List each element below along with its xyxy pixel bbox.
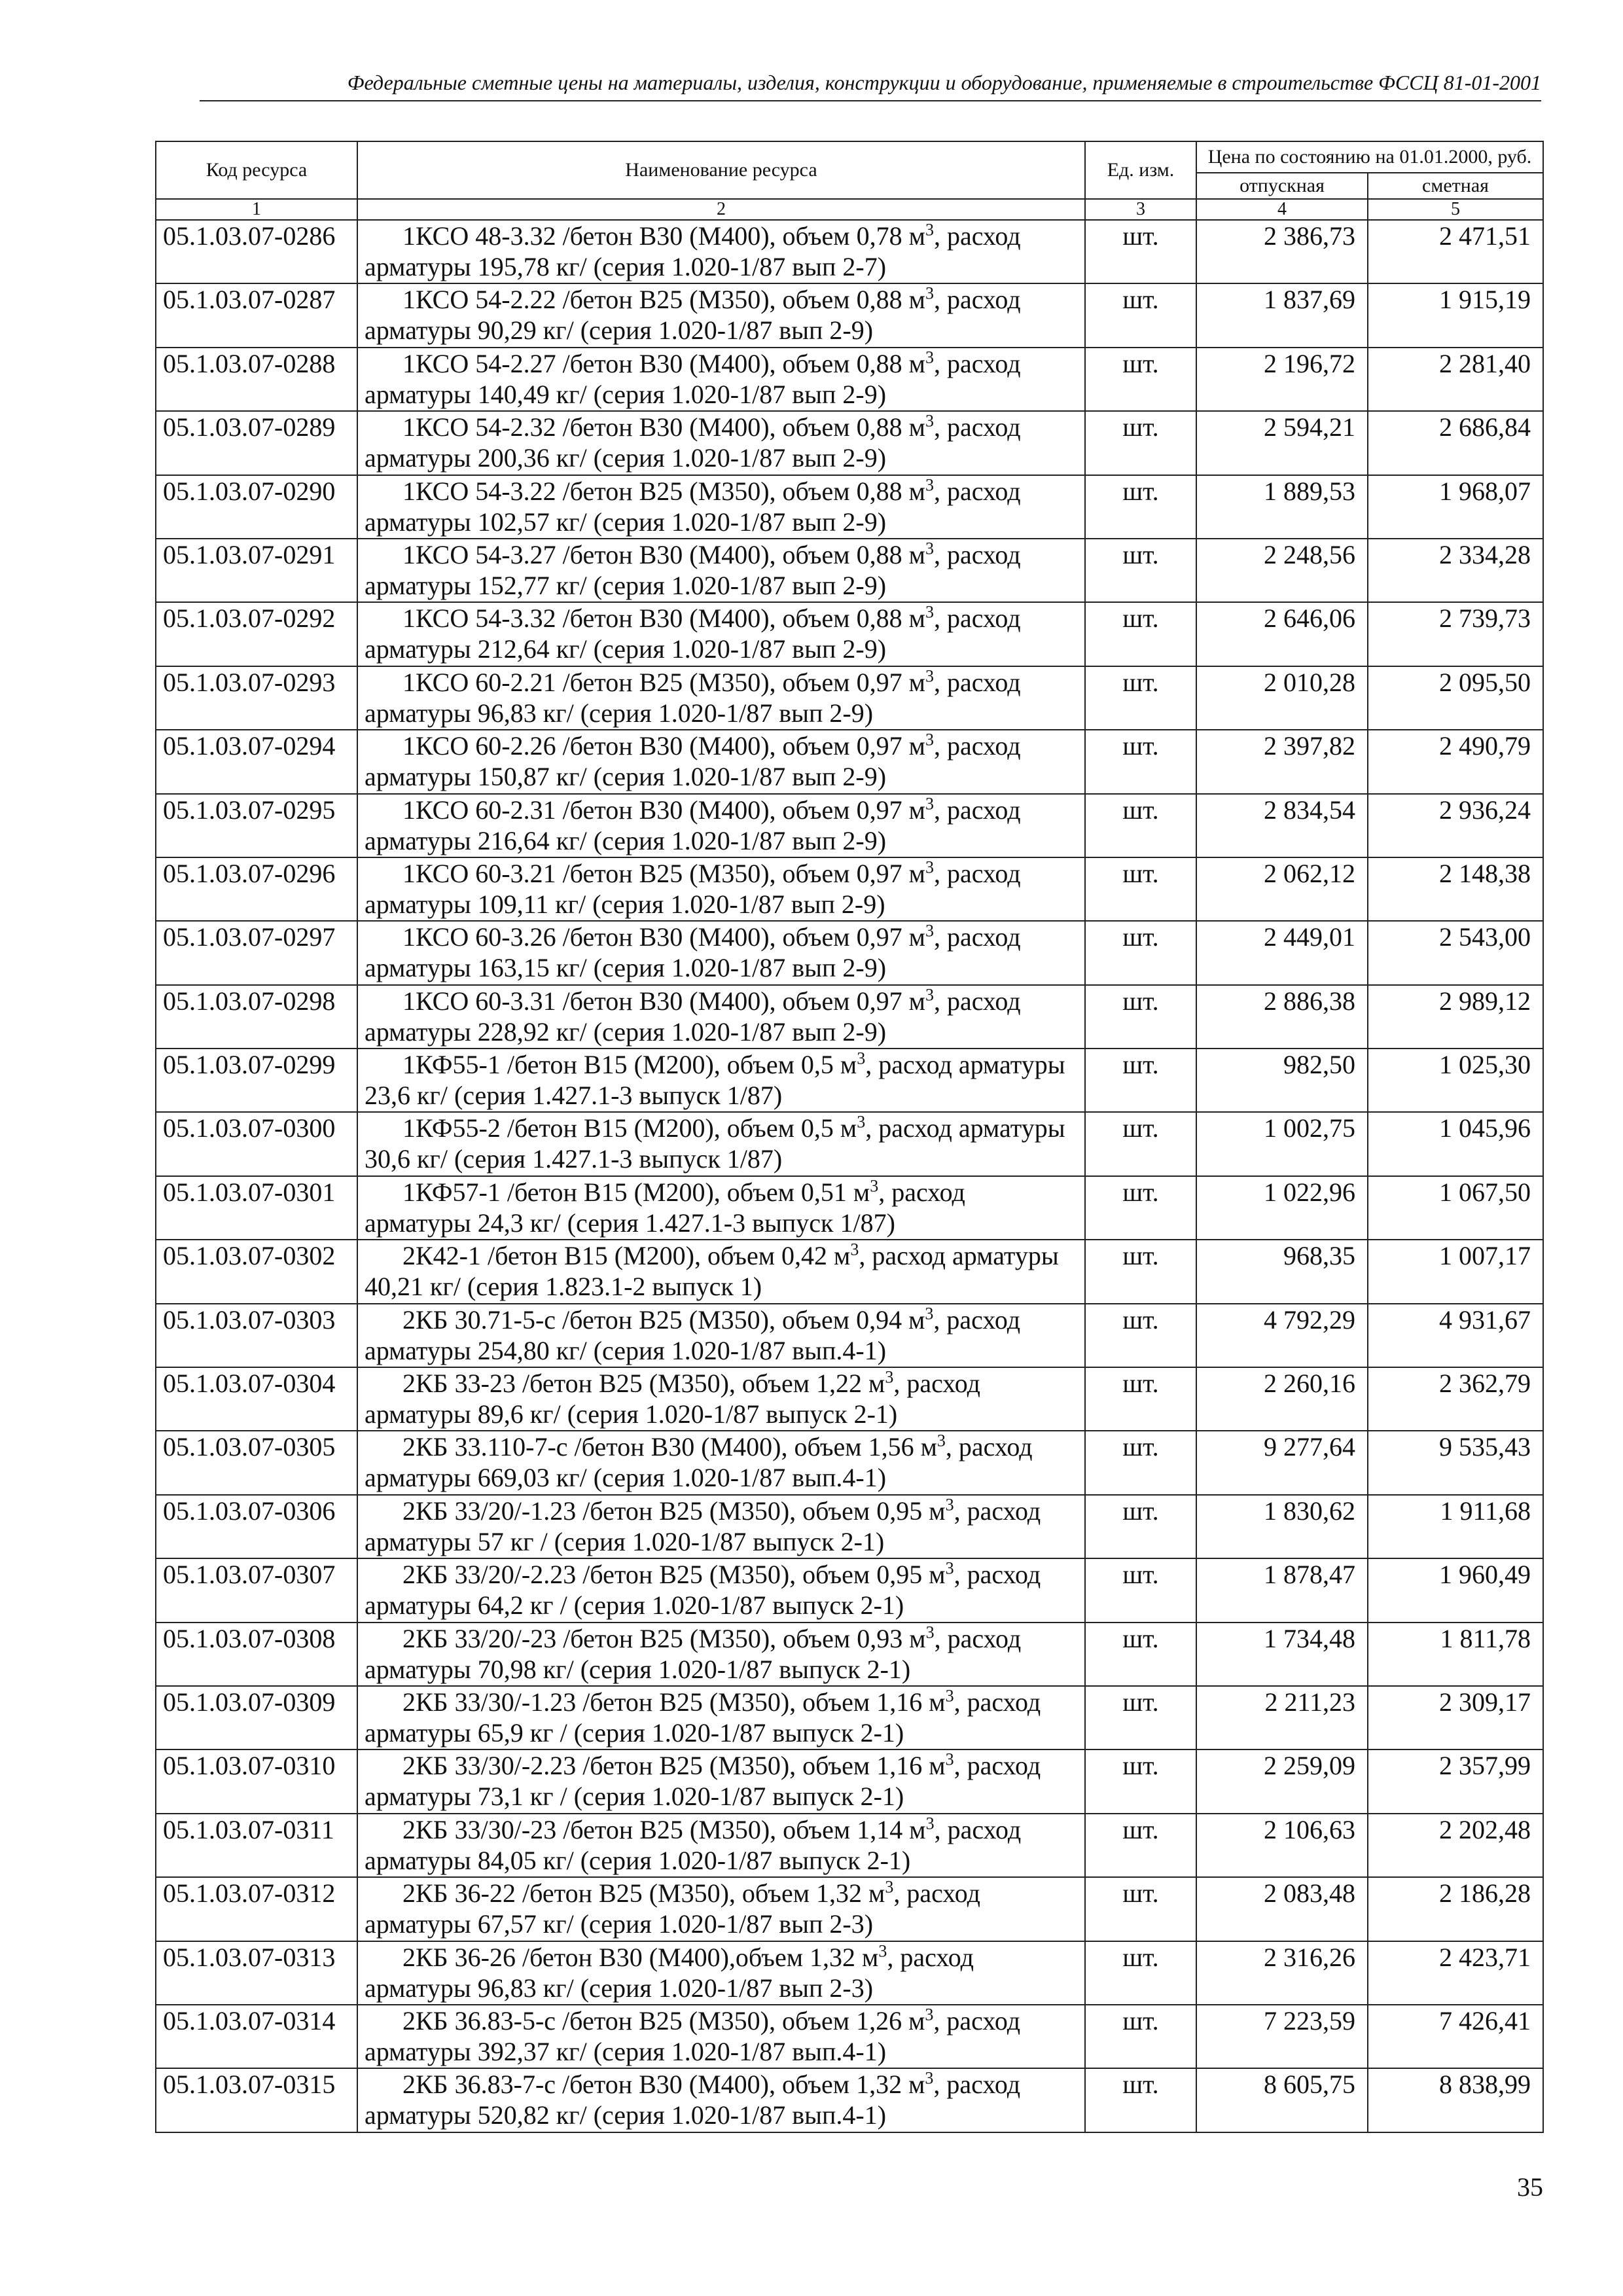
wholesale-price: 2 397,82 xyxy=(1196,730,1368,793)
wholesale-price: 4 792,29 xyxy=(1196,1304,1368,1367)
resource-name-rest: , расход арматуры 24,3 кг/ (серия 1.427.1-3 выпуск 1/87) xyxy=(365,1177,965,1238)
unit-of-measure: шт. xyxy=(1085,1558,1196,1622)
unit-of-measure: шт. xyxy=(1085,539,1196,602)
resource-code: 05.1.03.07-0303 xyxy=(156,1304,357,1367)
estimate-price: 9 535,43 xyxy=(1368,1431,1543,1494)
estimate-price: 1 025,30 xyxy=(1368,1049,1543,1112)
cubic-superscript: 3 xyxy=(925,1623,935,1642)
unit-of-measure: шт. xyxy=(1085,1112,1196,1175)
resource-name-main: 2КБ 33.110-7-с /бетон В30 (М400), объем 1,56 м xyxy=(402,1432,937,1462)
wholesale-price: 2 062,12 xyxy=(1196,857,1368,921)
cubic-superscript: 3 xyxy=(885,1367,894,1387)
cubic-superscript: 3 xyxy=(925,794,934,814)
resource-name-rest: , расход арматуры 23,6 кг/ (серия 1.427.1-3 выпуск 1/87) xyxy=(365,1050,1065,1111)
resource-name-main: 1КСО 48-3.32 /бетон В30 (М400), объем 0,78 м xyxy=(402,221,925,251)
cubic-superscript: 3 xyxy=(925,1304,934,1323)
resource-code: 05.1.03.07-0301 xyxy=(156,1176,357,1240)
estimate-price: 2 471,51 xyxy=(1368,220,1543,283)
resource-name xyxy=(357,1049,1085,1112)
column-number: 3 xyxy=(1085,199,1196,220)
resource-name-main: 1КСО 54-2.27 /бетон В30 (М400), объем 0,88 м xyxy=(402,348,925,378)
resource-name-rest: , расход арматуры 65,9 кг / (серия 1.020-1/87 выпуск 2-1) xyxy=(365,1687,1041,1748)
estimate-price: 1 007,17 xyxy=(1368,1240,1543,1303)
resource-name xyxy=(357,1749,1085,1813)
resource-code: 05.1.03.07-0286 xyxy=(156,220,357,283)
estimate-price: 2 989,12 xyxy=(1368,985,1543,1049)
wholesale-price: 2 010,28 xyxy=(1196,666,1368,730)
resource-name-rest: , расход арматуры 73,1 кг / (серия 1.020-1/87 выпуск 2-1) xyxy=(365,1751,1041,1812)
resource-name xyxy=(357,475,1085,539)
resource-name-rest: , расход арматуры 392,37 кг/ (серия 1.020-1/87 вып.4-1) xyxy=(365,2005,1021,2066)
resource-name-main: 1КСО 54-3.22 /бетон В25 (М350), объем 0,88 м xyxy=(402,476,925,506)
resource-name-main: 2КБ 33/20/-23 /бетон В25 (М350), объем 0,93 м xyxy=(402,1623,926,1653)
estimate-price: 2 423,71 xyxy=(1368,1941,1543,2005)
resource-name-main: 1КСО 60-2.26 /бетон В30 (М400), объем 0,97 м xyxy=(402,731,925,761)
resource-name xyxy=(357,220,1085,283)
estimate-price: 2 739,73 xyxy=(1368,602,1543,666)
table-row xyxy=(156,1304,1543,1367)
unit-of-measure: шт. xyxy=(1085,1749,1196,1813)
resource-code: 05.1.03.07-0312 xyxy=(156,1877,357,1941)
resource-name-rest: , расход арматуры 150,87 кг/ (серия 1.020-1/87 вып 2-9) xyxy=(365,731,1021,792)
resource-name-main: 2КБ 33/30/-1.23 /бетон В25 (М350), объем 1,16 м xyxy=(402,1687,946,1717)
estimate-price: 2 362,79 xyxy=(1368,1367,1543,1431)
wholesale-price: 2 106,63 xyxy=(1196,1814,1368,1877)
page-number: 35 xyxy=(1517,2172,1543,2202)
wholesale-price: 1 878,47 xyxy=(1196,1558,1368,1622)
wholesale-price: 2 316,26 xyxy=(1196,1941,1368,2005)
table-row xyxy=(156,475,1543,539)
resource-name xyxy=(357,1941,1085,2005)
resource-name-rest: , расход арматуры 216,64 кг/ (серия 1.020-1/87 вып 2-9) xyxy=(365,795,1021,855)
wholesale-price: 2 248,56 xyxy=(1196,539,1368,602)
resource-name xyxy=(357,1558,1085,1622)
unit-of-measure: шт. xyxy=(1085,1623,1196,1686)
wholesale-price: 2 646,06 xyxy=(1196,602,1368,666)
unit-of-measure: шт. xyxy=(1085,220,1196,283)
wholesale-price: 982,50 xyxy=(1196,1049,1368,1112)
cubic-superscript: 3 xyxy=(925,603,934,622)
resource-name-main: 1КСО 60-2.21 /бетон В25 (М350), объем 0,97 м xyxy=(402,667,925,697)
estimate-price: 2 357,99 xyxy=(1368,1749,1543,1813)
wholesale-price: 2 886,38 xyxy=(1196,985,1368,1049)
cubic-superscript: 3 xyxy=(925,2069,934,2088)
cubic-superscript: 3 xyxy=(925,539,934,558)
estimate-price: 2 936,24 xyxy=(1368,794,1543,857)
resource-name-main: 2КБ 36.83-5-с /бетон В25 (М350), объем 1,26 м xyxy=(402,2005,925,2036)
cubic-superscript: 3 xyxy=(945,1495,954,1515)
resource-name-main: 2КБ 36.83-7-с /бетон В30 (М400), объем 1,32 м xyxy=(402,2070,925,2100)
resource-name-main: 1КСО 54-3.27 /бетон В30 (М400), объем 0,88 м xyxy=(402,539,925,569)
resource-name-rest: , расход арматуры 96,83 кг/ (серия 1.020-1/87 вып 2-9) xyxy=(365,667,1021,728)
table-row xyxy=(156,1686,1543,1749)
table-row xyxy=(156,1877,1543,1941)
wholesale-price: 2 449,01 xyxy=(1196,921,1368,984)
unit-of-measure: шт. xyxy=(1085,475,1196,539)
table-row xyxy=(156,2068,1543,2132)
header-unit: Ед. изм. xyxy=(1085,141,1196,199)
unit-of-measure: шт. xyxy=(1085,1431,1196,1494)
unit-of-measure: шт. xyxy=(1085,411,1196,475)
resource-name xyxy=(357,2005,1085,2068)
resource-name-main: 2КБ 33/20/-2.23 /бетон В25 (М350), объем 0,95 м xyxy=(402,1560,946,1590)
resource-name-main: 2КБ 30.71-5-с /бетон В25 (М350), объем 0,94 м xyxy=(402,1304,925,1335)
resource-code: 05.1.03.07-0300 xyxy=(156,1112,357,1175)
resource-name xyxy=(357,1112,1085,1175)
wholesale-price: 2 083,48 xyxy=(1196,1877,1368,1941)
table-row xyxy=(156,283,1543,347)
unit-of-measure: шт. xyxy=(1085,1941,1196,2005)
unit-of-measure: шт. xyxy=(1085,602,1196,666)
resource-name xyxy=(357,1686,1085,1749)
resource-name-rest: , расход арматуры 84,05 кг/ (серия 1.020-1/87 выпуск 2-1) xyxy=(365,1814,1022,1875)
cubic-superscript: 3 xyxy=(925,921,934,941)
resource-code: 05.1.03.07-0302 xyxy=(156,1240,357,1303)
unit-of-measure: шт. xyxy=(1085,2068,1196,2132)
resource-name-rest: , расход арматуры 520,82 кг/ (серия 1.020-1/87 вып.4-1) xyxy=(365,2070,1021,2130)
resource-name xyxy=(357,666,1085,730)
unit-of-measure: шт. xyxy=(1085,1877,1196,1941)
resource-name-main: 2КБ 33-23 /бетон В25 (М350), объем 1,22 м xyxy=(402,1369,885,1399)
estimate-price: 1 811,78 xyxy=(1368,1623,1543,1686)
resource-code: 05.1.03.07-0288 xyxy=(156,348,357,411)
resource-name xyxy=(357,794,1085,857)
resource-code: 05.1.03.07-0293 xyxy=(156,666,357,730)
cubic-superscript: 3 xyxy=(885,1877,894,1897)
resource-name-main: 1КСО 54-2.22 /бетон В25 (М350), объем 0,88 м xyxy=(402,285,925,315)
estimate-price: 1 911,68 xyxy=(1368,1495,1543,1558)
table-row xyxy=(156,1367,1543,1431)
estimate-price: 2 543,00 xyxy=(1368,921,1543,984)
resource-name xyxy=(357,602,1085,666)
cubic-superscript: 3 xyxy=(857,1113,866,1132)
resource-code: 05.1.03.07-0296 xyxy=(156,857,357,921)
resource-name xyxy=(357,1877,1085,1941)
resource-name-rest: , расход арматуры 57 кг / (серия 1.020-1/87 выпуск 2-1) xyxy=(365,1496,1041,1556)
wholesale-price: 2 260,16 xyxy=(1196,1367,1368,1431)
resource-name-rest: , расход арматуры 669,03 кг/ (серия 1.020-1/87 вып.4-1) xyxy=(365,1432,1033,1493)
table-row xyxy=(156,985,1543,1049)
estimate-price: 1 960,49 xyxy=(1368,1558,1543,1622)
resource-name-rest: , расход арматуры 67,57 кг/ (серия 1.020-1/87 вып 2-3) xyxy=(365,1878,980,1939)
resource-name-main: 1КСО 54-3.32 /бетон В30 (М400), объем 0,88 м xyxy=(402,603,925,634)
resource-name xyxy=(357,1431,1085,1494)
table-row xyxy=(156,1558,1543,1622)
resource-code: 05.1.03.07-0298 xyxy=(156,985,357,1049)
resource-name-rest: , расход арматуры 102,57 кг/ (серия 1.020-1/87 вып 2-9) xyxy=(365,476,1021,537)
wholesale-price: 9 277,64 xyxy=(1196,1431,1368,1494)
resource-name-rest: , расход арматуры 200,36 кг/ (серия 1.020-1/87 вып 2-9) xyxy=(365,412,1021,473)
resource-name-rest: , расход арматуры 70,98 кг/ (серия 1.020-1/87 выпуск 2-1) xyxy=(365,1623,1022,1684)
header-price-group: Цена по состоянию на 01.01.2000, руб. xyxy=(1196,141,1543,173)
resource-code: 05.1.03.07-0309 xyxy=(156,1686,357,1749)
table-row xyxy=(156,1112,1543,1175)
resource-name xyxy=(357,1304,1085,1367)
wholesale-price: 7 223,59 xyxy=(1196,2005,1368,2068)
estimate-price: 2 281,40 xyxy=(1368,348,1543,411)
resource-code: 05.1.03.07-0292 xyxy=(156,602,357,666)
price-table xyxy=(155,141,1544,2133)
resource-name-main: 1КСО 60-3.31 /бетон В30 (М400), объем 0,97 м xyxy=(402,986,925,1016)
unit-of-measure: шт. xyxy=(1085,1367,1196,1431)
table-header xyxy=(156,141,1543,220)
wholesale-price: 2 834,54 xyxy=(1196,794,1368,857)
wholesale-price: 1 837,69 xyxy=(1196,283,1368,347)
resource-name-rest: , расход арматуры 40,21 кг/ (серия 1.823.1-2 выпуск 1) xyxy=(365,1241,1059,1302)
cubic-superscript: 3 xyxy=(925,220,934,240)
resource-name-rest: , расход арматуры 90,29 кг/ (серия 1.020-1/87 вып 2-9) xyxy=(365,285,1021,346)
resource-name xyxy=(357,1240,1085,1303)
cubic-superscript: 3 xyxy=(945,1558,954,1578)
table-row xyxy=(156,1814,1543,1877)
resource-code: 05.1.03.07-0299 xyxy=(156,1049,357,1112)
resource-name-rest: , расход арматуры 140,49 кг/ (серия 1.020-1/87 вып 2-9) xyxy=(365,348,1021,409)
estimate-price: 8 838,99 xyxy=(1368,2068,1543,2132)
cubic-superscript: 3 xyxy=(857,1049,866,1068)
resource-name xyxy=(357,348,1085,411)
wholesale-price: 2 386,73 xyxy=(1196,220,1368,283)
unit-of-measure: шт. xyxy=(1085,1304,1196,1367)
resource-name xyxy=(357,985,1085,1049)
resource-name-rest: , расход арматуры 152,77 кг/ (серия 1.020-1/87 вып 2-9) xyxy=(365,539,1021,600)
table-row xyxy=(156,730,1543,793)
header-wholesale: отпускная xyxy=(1196,173,1368,199)
cubic-superscript: 3 xyxy=(925,1814,935,1833)
estimate-price: 2 490,79 xyxy=(1368,730,1543,793)
resource-code: 05.1.03.07-0291 xyxy=(156,539,357,602)
resource-name-rest: , расход арматуры 30,6 кг/ (серия 1.427.1-3 выпуск 1/87) xyxy=(365,1113,1065,1174)
cubic-superscript: 3 xyxy=(878,1941,887,1961)
resource-name-rest: , расход арматуры 228,92 кг/ (серия 1.020-1/87 вып 2-9) xyxy=(365,986,1021,1047)
resource-name-main: 2КБ 33/20/-1.23 /бетон В25 (М350), объем 0,95 м xyxy=(402,1496,946,1526)
resource-code: 05.1.03.07-0307 xyxy=(156,1558,357,1622)
column-number-row xyxy=(156,199,1543,220)
table-row xyxy=(156,1941,1543,2005)
estimate-price: 1 915,19 xyxy=(1368,283,1543,347)
cubic-superscript: 3 xyxy=(925,411,934,431)
resource-name-rest: , расход арматуры 212,64 кг/ (серия 1.020-1/87 вып 2-9) xyxy=(365,603,1021,664)
cubic-superscript: 3 xyxy=(945,1686,954,1706)
table-row xyxy=(156,1431,1543,1494)
resource-code: 05.1.03.07-0290 xyxy=(156,475,357,539)
table-row xyxy=(156,411,1543,475)
resource-name xyxy=(357,411,1085,475)
resource-name xyxy=(357,539,1085,602)
unit-of-measure: шт. xyxy=(1085,2005,1196,2068)
resource-name-rest: , расход арматуры 163,15 кг/ (серия 1.020-1/87 вып 2-9) xyxy=(365,922,1021,983)
estimate-price: 2 095,50 xyxy=(1368,666,1543,730)
table-row xyxy=(156,348,1543,411)
resource-name-rest: , расход арматуры 195,78 кг/ (серия 1.020-1/87 вып 2-7) xyxy=(365,221,1021,281)
estimate-price: 2 686,84 xyxy=(1368,411,1543,475)
unit-of-measure: шт. xyxy=(1085,283,1196,347)
cubic-superscript: 3 xyxy=(850,1240,859,1259)
table-row xyxy=(156,1495,1543,1558)
resource-name xyxy=(357,283,1085,347)
unit-of-measure: шт. xyxy=(1085,985,1196,1049)
table-row xyxy=(156,921,1543,984)
unit-of-measure: шт. xyxy=(1085,1686,1196,1749)
wholesale-price: 2 211,23 xyxy=(1196,1686,1368,1749)
unit-of-measure: шт. xyxy=(1085,1814,1196,1877)
resource-code: 05.1.03.07-0308 xyxy=(156,1623,357,1686)
table-row xyxy=(156,1623,1543,1686)
header-estimate: сметная xyxy=(1368,173,1543,199)
resource-name-rest: , расход арматуры 64,2 кг / (серия 1.020-1/87 выпуск 2-1) xyxy=(365,1560,1041,1621)
table-row xyxy=(156,1749,1543,1813)
resource-name xyxy=(357,1176,1085,1240)
unit-of-measure: шт. xyxy=(1085,1049,1196,1112)
unit-of-measure: шт. xyxy=(1085,921,1196,984)
resource-name-main: 1КСО 54-2.32 /бетон В30 (М400), объем 0,88 м xyxy=(402,412,925,442)
cubic-superscript: 3 xyxy=(925,985,934,1005)
cubic-superscript: 3 xyxy=(925,2005,934,2024)
unit-of-measure: шт. xyxy=(1085,794,1196,857)
wholesale-price: 2 594,21 xyxy=(1196,411,1368,475)
cubic-superscript: 3 xyxy=(925,475,934,495)
resource-name-rest: , расход арматуры 109,11 кг/ (серия 1.020-1/87 вып 2-9) xyxy=(365,858,1021,919)
wholesale-price: 1 734,48 xyxy=(1196,1623,1368,1686)
column-number: 4 xyxy=(1196,199,1368,220)
resource-code: 05.1.03.07-0310 xyxy=(156,1749,357,1813)
wholesale-price: 2 259,09 xyxy=(1196,1749,1368,1813)
table-row xyxy=(156,220,1543,283)
table-row xyxy=(156,2005,1543,2068)
estimate-price: 2 309,17 xyxy=(1368,1686,1543,1749)
resource-name-main: 1КСО 60-2.31 /бетон В30 (М400), объем 0,97 м xyxy=(402,795,925,825)
resource-name-rest: , расход арматуры 89,6 кг/ (серия 1.020-1/87 выпуск 2-1) xyxy=(365,1369,980,1429)
wholesale-price: 8 605,75 xyxy=(1196,2068,1368,2132)
cubic-superscript: 3 xyxy=(925,348,934,367)
unit-of-measure: шт. xyxy=(1085,666,1196,730)
resource-code: 05.1.03.07-0287 xyxy=(156,283,357,347)
unit-of-measure: шт. xyxy=(1085,1176,1196,1240)
resource-name-main: 1КСО 60-3.21 /бетон В25 (М350), объем 0,97 м xyxy=(402,858,925,888)
cubic-superscript: 3 xyxy=(925,857,934,877)
estimate-price: 1 067,50 xyxy=(1368,1176,1543,1240)
table-row xyxy=(156,666,1543,730)
column-number: 2 xyxy=(357,199,1085,220)
resource-code: 05.1.03.07-0304 xyxy=(156,1367,357,1431)
wholesale-price: 1 889,53 xyxy=(1196,475,1368,539)
resource-name-main: 2КБ 36-22 /бетон В25 (М350), объем 1,32 м xyxy=(402,1878,885,1909)
unit-of-measure: шт. xyxy=(1085,857,1196,921)
cubic-superscript: 3 xyxy=(925,730,934,749)
resource-name-main: 2КБ 33/30/-2.23 /бетон В25 (М350), объем 1,16 м xyxy=(402,1751,946,1781)
cubic-superscript: 3 xyxy=(925,284,934,304)
wholesale-price: 2 196,72 xyxy=(1196,348,1368,411)
estimate-price: 4 931,67 xyxy=(1368,1304,1543,1367)
unit-of-measure: шт. xyxy=(1085,1240,1196,1303)
estimate-price: 1 045,96 xyxy=(1368,1112,1543,1175)
wholesale-price: 968,35 xyxy=(1196,1240,1368,1303)
unit-of-measure: шт. xyxy=(1085,730,1196,793)
estimate-price: 1 968,07 xyxy=(1368,475,1543,539)
table-row xyxy=(156,602,1543,666)
resource-name xyxy=(357,1367,1085,1431)
resource-name xyxy=(357,921,1085,984)
resource-code: 05.1.03.07-0315 xyxy=(156,2068,357,2132)
resource-name-main: 2КБ 36-26 /бетон В30 (М400),объем 1,32 м xyxy=(402,1942,879,1972)
table-row xyxy=(156,1240,1543,1303)
resource-code: 05.1.03.07-0314 xyxy=(156,2005,357,2068)
resource-name-main: 1КФ55-1 /бетон В15 (М200), объем 0,5 м xyxy=(402,1050,857,1080)
resource-name xyxy=(357,857,1085,921)
estimate-price: 2 202,48 xyxy=(1368,1814,1543,1877)
cubic-superscript: 3 xyxy=(945,1750,954,1770)
resource-name xyxy=(357,2068,1085,2132)
table-row xyxy=(156,1049,1543,1112)
cubic-superscript: 3 xyxy=(870,1176,879,1196)
column-number: 1 xyxy=(156,199,357,220)
resource-name xyxy=(357,1495,1085,1558)
estimate-price: 2 148,38 xyxy=(1368,857,1543,921)
resource-name-main: 1КФ57-1 /бетон В15 (М200), объем 0,51 м xyxy=(402,1177,870,1207)
table-body xyxy=(156,220,1543,2132)
resource-name xyxy=(357,1814,1085,1877)
table-row xyxy=(156,1176,1543,1240)
resource-name-rest: , расход арматуры 96,83 кг/ (серия 1.020-1/87 вып 2-3) xyxy=(365,1942,974,2003)
table-row xyxy=(156,794,1543,857)
resource-code: 05.1.03.07-0297 xyxy=(156,921,357,984)
table-row xyxy=(156,539,1543,602)
wholesale-price: 1 022,96 xyxy=(1196,1176,1368,1240)
estimate-price: 2 334,28 xyxy=(1368,539,1543,602)
unit-of-measure: шт. xyxy=(1085,1495,1196,1558)
resource-name xyxy=(357,1623,1085,1686)
resource-code: 05.1.03.07-0294 xyxy=(156,730,357,793)
resource-name-main: 2К42-1 /бетон В15 (М200), объем 0,42 м xyxy=(402,1241,851,1271)
estimate-price: 7 426,41 xyxy=(1368,2005,1543,2068)
resource-code: 05.1.03.07-0306 xyxy=(156,1495,357,1558)
wholesale-price: 1 830,62 xyxy=(1196,1495,1368,1558)
cubic-superscript: 3 xyxy=(925,666,934,686)
resource-name-rest: , расход арматуры 254,80 кг/ (серия 1.020-1/87 вып.4-1) xyxy=(365,1304,1021,1365)
cubic-superscript: 3 xyxy=(936,1431,946,1451)
estimate-price: 2 186,28 xyxy=(1368,1877,1543,1941)
running-header: Федеральные сметные цены на материалы, изделия, конструкции и оборудование, применяемые в строительстве ФССЦ 81-01-2001 xyxy=(200,71,1541,101)
header-code: Код ресурса xyxy=(156,141,357,199)
table-row xyxy=(156,857,1543,921)
resource-name-main: 2КБ 33/30/-23 /бетон В25 (М350), объем 1,14 м xyxy=(402,1814,926,1844)
resource-code: 05.1.03.07-0295 xyxy=(156,794,357,857)
resource-name-main: 1КФ55-2 /бетон В15 (М200), объем 0,5 м xyxy=(402,1113,857,1143)
resource-code: 05.1.03.07-0311 xyxy=(156,1814,357,1877)
header-name: Наименование ресурса xyxy=(357,141,1085,199)
resource-name-main: 1КСО 60-3.26 /бетон В30 (М400), объем 0,97 м xyxy=(402,922,925,952)
wholesale-price: 1 002,75 xyxy=(1196,1112,1368,1175)
unit-of-measure: шт. xyxy=(1085,348,1196,411)
resource-code: 05.1.03.07-0313 xyxy=(156,1941,357,2005)
column-number: 5 xyxy=(1368,199,1543,220)
resource-code: 05.1.03.07-0289 xyxy=(156,411,357,475)
resource-name xyxy=(357,730,1085,793)
resource-code: 05.1.03.07-0305 xyxy=(156,1431,357,1494)
